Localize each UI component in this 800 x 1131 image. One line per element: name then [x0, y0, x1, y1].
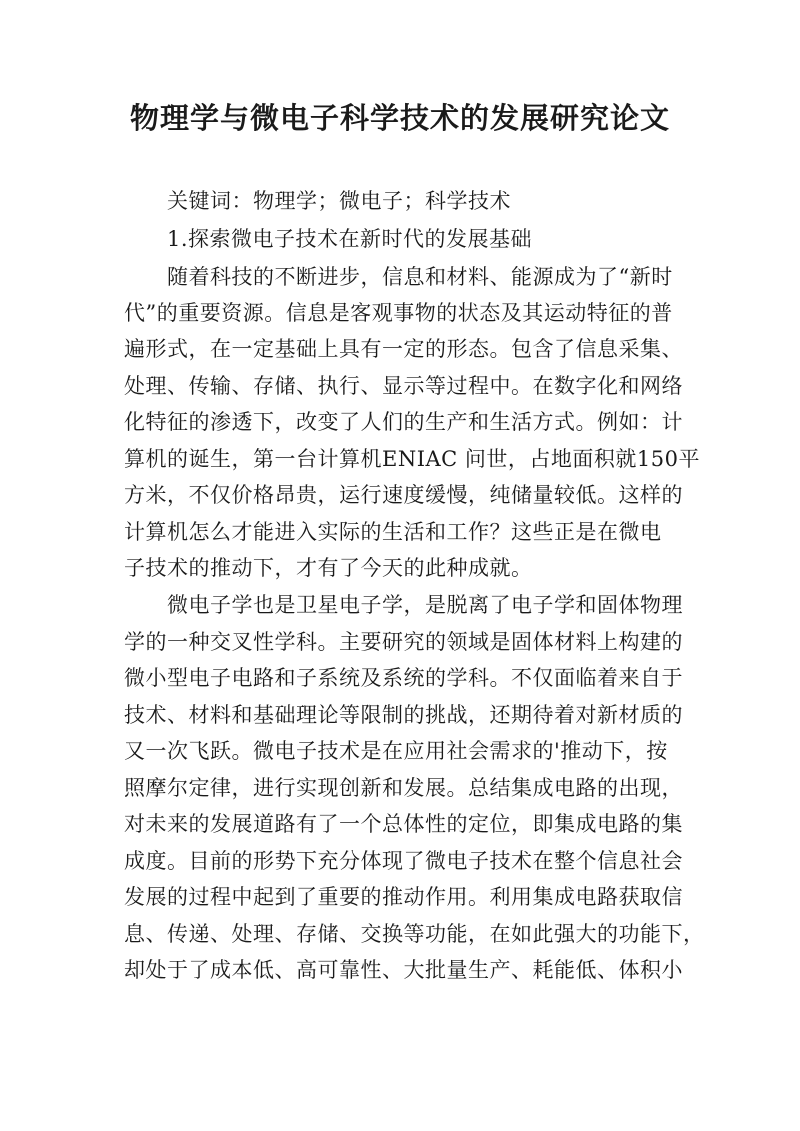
- document-title: 物理学与微电子科学技术的发展研究论文: [129, 101, 670, 135]
- paragraph-1-line: 代”的重要资源。信息是客观事物的状态及其运动特征的普: [124, 301, 673, 325]
- paragraph-2-line: 息、传递、处理、存储、交换等功能，在如此强大的功能下，: [124, 922, 705, 946]
- paragraph-2-line: 发展的过程中起到了重要的推动作用。利用集成电路获取信: [124, 885, 683, 909]
- paragraph-1-line: 处理、传输、存储、执行、显示等过程中。在数字化和网络: [124, 374, 683, 398]
- paragraph-1-line: 方米，不仅价格昂贵，运行速度缓慢，纯储量较低。这样的: [124, 483, 683, 507]
- keywords-line: 关键词：物理学；微电子；科学技术: [167, 189, 511, 213]
- paragraph-2-line: 却处于了成本低、高可靠性、大批量生产、耗能低、体积小: [124, 958, 683, 982]
- paragraph-2-line: 成度。目前的形势下充分体现了微电子技术在整个信息社会: [124, 849, 683, 873]
- paragraph-2-line: 微电子学也是卫星电子学，是脱离了电子学和固体物理: [167, 593, 683, 617]
- paragraph-2-line: 照摩尔定律，进行实现创新和发展。总结集成电路的出现，: [124, 776, 683, 800]
- section-heading: 1.探索微电子技术在新时代的发展基础: [167, 227, 533, 251]
- paragraph-1-line: 算机的诞生，第一台计算机ENIAC 问世，占地面积就150平: [124, 447, 700, 471]
- paragraph-1-line: 化特征的渗透下，改变了人们的生产和生活方式。例如：计: [124, 410, 683, 434]
- paragraph-2-line: 学的一种交叉性学科。主要研究的领域是固体材料上构建的: [124, 630, 683, 654]
- paragraph-1-line: 随着科技的不断进步，信息和材料、能源成为了“新时: [167, 265, 673, 289]
- paragraph-2-line: 又一次飞跃。微电子技术是在应用社会需求的'推动下，按: [124, 739, 668, 763]
- paragraph-1-line: 计算机怎么才能进入实际的生活和工作？这些正是在微电: [124, 520, 662, 544]
- paragraph-2-line: 技术、材料和基础理论等限制的挑战，还期待着对新材质的: [124, 703, 683, 727]
- paragraph-2-line: 对未来的发展道路有了一个总体性的定位，即集成电路的集: [124, 812, 683, 836]
- paragraph-1-line: 遍形式，在一定基础上具有一定的形态。包含了信息采集、: [124, 337, 683, 361]
- paragraph-2-line: 微小型电子电路和子系统及系统的学科。不仅面临着来自于: [124, 666, 683, 690]
- paragraph-1-line: 子技术的推动下，才有了今天的此种成就。: [124, 556, 533, 580]
